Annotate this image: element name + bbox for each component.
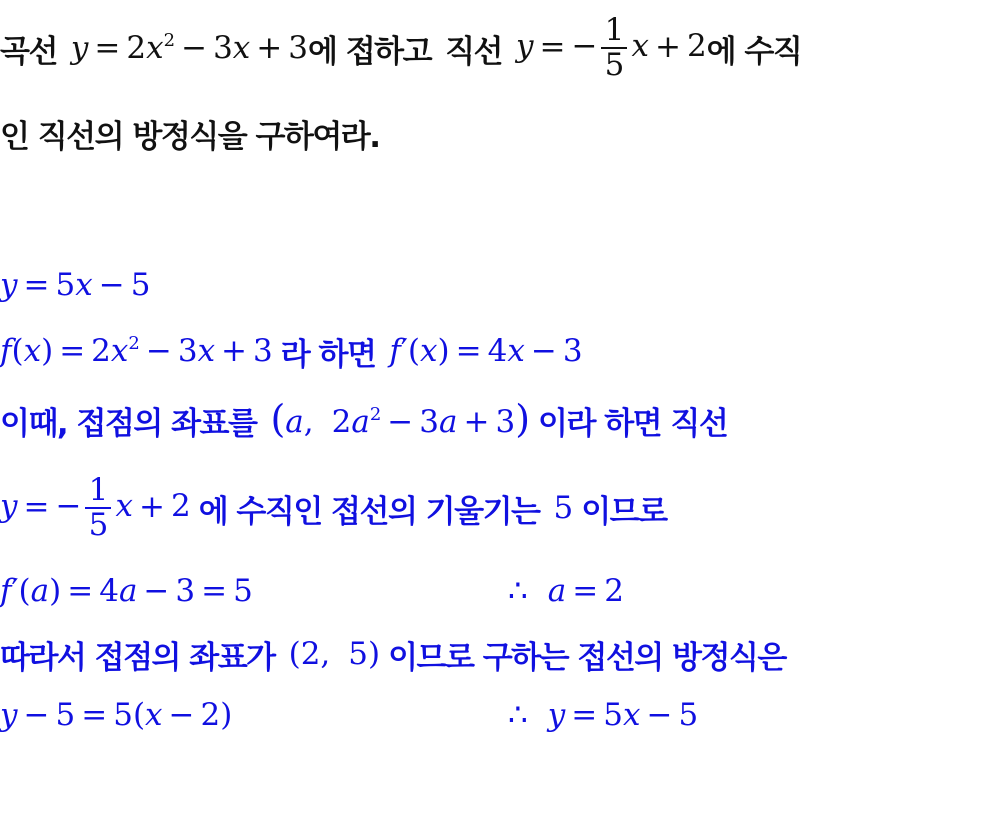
problem-word-3: 직선 [445,33,502,70]
answer-line-3 [0,394,727,446]
slope-value: 5 [553,490,574,526]
point-text: 따라서 접점의 좌표가 [0,639,275,676]
perpendicular-text: 에 수직인 접선의 기울기는 [198,493,540,530]
tangent-point-value: (2, 5) [288,636,381,672]
derivative-equation: f′(x) = 4x − 3 [389,333,583,369]
problem-word-2: 에 접하고 [308,33,432,70]
problem-line-2 [0,108,380,158]
final-result: ∴ y = 5x − 5 [508,697,699,733]
problem-line-1 [0,0,801,96]
conclusion-text: 이므로 구하는 접선의 방정식은 [388,639,786,676]
curve-equation: $y = 2x^2 - 3x + 3$ [70,30,308,66]
problem-word-5: 인 직선의 방정식을 구하여라. [0,118,380,155]
answer-line-4 [0,460,667,556]
slope-equation: f′(a) = 4a − 3 = 5 [0,573,253,609]
tangent-point-expression: (a, $2a^2 - 3a + 3$) [270,397,531,441]
therefore-text: 이므로 [581,493,667,530]
given-line-equation: y = − $\frac{1}{5}$ x + 2 [0,472,191,543]
problem-word-4: 에 수직 [706,33,802,70]
result-equation: y = 5x − 5 [0,267,151,303]
answer-line-7 [0,690,993,740]
answer-line-5 [0,566,993,616]
answer-line-2 [0,326,583,376]
function-definition: $f(x) = 2x^2 - 3x + 3$ [0,333,273,369]
line-equation: y = − $\frac{1}{5}$ x + 2 [515,12,707,83]
answer-result [0,260,150,310]
problem-word-1: 곡선 [0,33,57,70]
let-text: 라 하면 [280,336,376,373]
line-text: 이라 하면 직선 [538,405,728,442]
answer-line-6 [0,628,786,680]
tangent-point-text: 이때, 접점의 좌표를 [0,405,257,442]
a-result: ∴ a = 2 [508,573,624,609]
point-slope-equation: y − 5 = 5(x − 2) [0,697,233,733]
